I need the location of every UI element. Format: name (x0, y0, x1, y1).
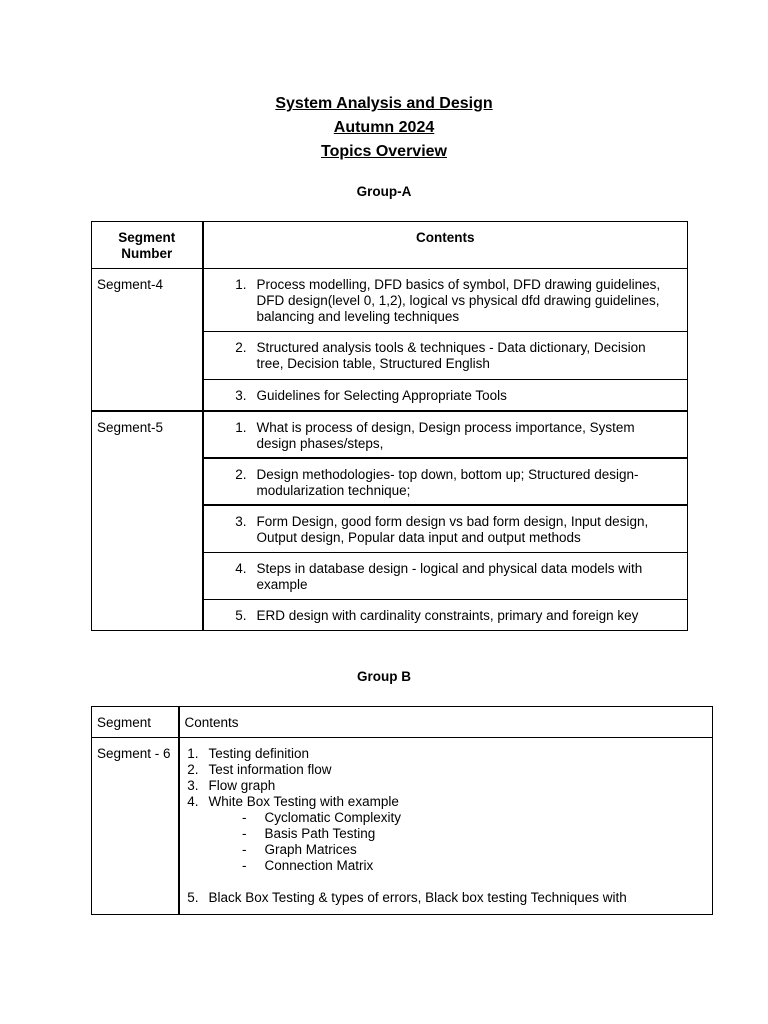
item-number: 2. (235, 466, 247, 482)
group-b-title: Group B (357, 669, 411, 684)
segment-name: Segment - 6 (97, 746, 171, 761)
item-text: Design methodologies- top down, bottom up; Structured design-modularization technique; (256, 466, 639, 498)
segment-cell (92, 269, 203, 411)
content-cell (179, 738, 713, 915)
item-text: Steps in database design - logical and physical data models with example (256, 561, 643, 592)
header-segment (92, 707, 179, 738)
content-cell (203, 269, 688, 332)
list-item (180, 890, 713, 906)
group-a-title: Group-A (356, 184, 412, 199)
dash-bullet: - (242, 810, 247, 825)
content-cell (203, 458, 688, 505)
header-contents-label: Contents (184, 715, 239, 730)
content-cell (203, 411, 688, 458)
item-text: Guidelines for Selecting Appropriate Tools (256, 388, 507, 403)
dash-bullet: - (242, 858, 247, 873)
item-number: 1. (235, 419, 247, 435)
sub-list-item (180, 810, 713, 826)
topic-list (180, 738, 713, 914)
segment-name: Segment-5 (97, 419, 164, 435)
list-item (180, 746, 713, 762)
doc-term: Autumn 2024 (333, 119, 435, 136)
item-number: 2. (187, 762, 199, 777)
item-number: 3. (235, 388, 247, 403)
content-cell (203, 505, 688, 553)
header-segment-number (92, 222, 203, 269)
item-number: 4. (187, 794, 199, 809)
header-segment-label: Segment Number (118, 230, 176, 261)
item-number: 5. (187, 890, 199, 905)
item-number: 1. (235, 277, 247, 292)
item-text: Test information flow (208, 762, 332, 777)
header-segment-label: Segment (97, 715, 152, 730)
list-item (180, 794, 713, 810)
content-cell (203, 553, 688, 600)
sub-item-text: Graph Matrices (264, 842, 357, 857)
list-item (204, 380, 688, 404)
header-contents-label: Contents (416, 230, 475, 245)
segment-cell (92, 738, 179, 915)
item-number: 1. (187, 746, 199, 761)
content-cell (203, 332, 688, 380)
list-spacer (180, 874, 713, 890)
list-item (204, 600, 688, 624)
item-number: 4. (235, 561, 247, 576)
list-item (180, 762, 713, 778)
item-text: White Box Testing with example (208, 794, 399, 809)
sub-item-text: Basis Path Testing (264, 826, 376, 841)
item-text: Process modelling, DFD basics of symbol, DFD drawing guidelines, DFD design(level 0, 1,2), logical vs physical dfd drawing guidelines, balancing and leveling techniques (256, 277, 661, 324)
header-contents (203, 222, 688, 269)
item-text: What is process of design, Design process importance, System design phases/steps, (256, 419, 635, 451)
sub-list-item (180, 842, 713, 858)
content-cell (203, 380, 688, 411)
table-header-row (92, 707, 713, 738)
content-cell (203, 600, 688, 631)
list-item (204, 269, 688, 325)
segment-name: Segment-4 (97, 277, 164, 292)
list-item (204, 553, 688, 593)
item-text: Form Design, good form design vs bad form design, Input design, Output design, Popular data input and output methods (256, 513, 649, 545)
sub-item-text: Connection Matrix (264, 858, 374, 873)
item-text: ERD design with cardinality constraints, primary and foreign key (256, 608, 639, 623)
table-header-row (92, 222, 688, 269)
list-item (204, 506, 688, 546)
group-b-table (91, 706, 713, 915)
doc-title: System Analysis and Design (275, 95, 493, 112)
group-a-table (91, 221, 688, 631)
dash-bullet: - (242, 842, 247, 857)
sub-list-item (180, 826, 713, 842)
dash-bullet: - (242, 826, 247, 841)
item-text: Black Box Testing & types of errors, Black box testing Techniques with (208, 890, 627, 905)
list-item (204, 459, 688, 499)
item-number: 2. (235, 340, 247, 355)
item-text: Flow graph (208, 778, 276, 793)
table-row (92, 269, 688, 332)
list-item (204, 412, 688, 452)
item-number: 3. (187, 778, 199, 793)
item-text: Testing definition (208, 746, 310, 761)
list-item (180, 778, 713, 794)
segment-cell (92, 411, 203, 631)
item-number: 5. (235, 608, 247, 623)
sub-item-text: Cyclomatic Complexity (264, 810, 402, 825)
header-contents (179, 707, 713, 738)
table-row (92, 738, 713, 915)
table-row (92, 411, 688, 458)
doc-subtitle: Topics Overview (321, 143, 447, 160)
sub-list-item (180, 858, 713, 874)
item-number: 3. (235, 513, 247, 529)
item-text: Structured analysis tools & techniques - Data dictionary, Decision tree, Decision table, Structured English (256, 340, 646, 371)
list-item (204, 332, 688, 372)
